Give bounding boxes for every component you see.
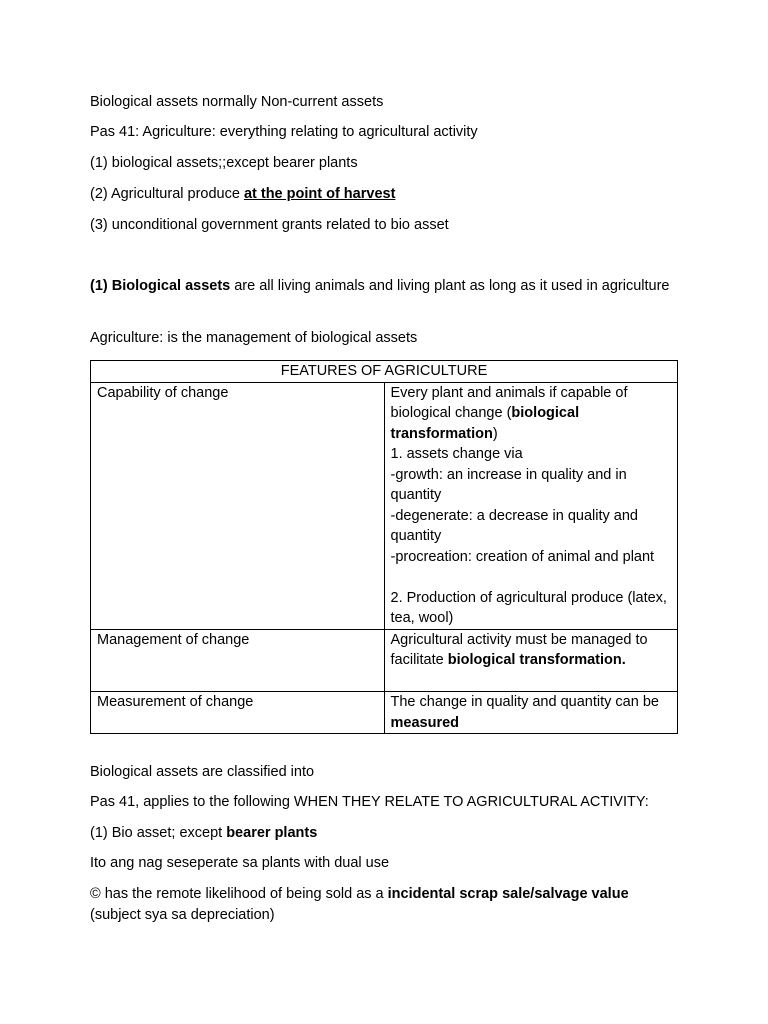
copyright-emphasis: incidental scrap sale/salvage value bbox=[387, 886, 629, 902]
row-label: Measurement of change bbox=[91, 692, 385, 734]
classified-text: Biological assets are classified into bbox=[90, 764, 315, 780]
capability-item-1: 1. assets change via bbox=[390, 446, 523, 462]
measurement-desc-text: The change in quality and quantity can be bbox=[390, 694, 659, 710]
agriculture-definition bbox=[90, 328, 680, 349]
intro-line-2 bbox=[90, 122, 680, 143]
copyright-tail: (subject sya sa depreciation) bbox=[90, 906, 275, 923]
capability-desc-close: ) bbox=[492, 425, 498, 442]
capability-desc-text: Every plant and animals if capable of biological change ( bbox=[390, 384, 628, 421]
definition-term: (1) Biological assets bbox=[90, 278, 231, 294]
intro-line-1 bbox=[90, 92, 680, 113]
ito-text: Ito ang nag seseperate sa plants with dual use bbox=[90, 855, 390, 871]
classified-line bbox=[90, 762, 680, 783]
management-desc-emphasis: biological transformation. bbox=[447, 652, 626, 668]
blank-line bbox=[391, 567, 672, 588]
bio-asset-text: (1) Bio asset; except bbox=[90, 825, 227, 841]
features-table bbox=[90, 360, 678, 734]
blank-line bbox=[391, 671, 672, 692]
agriculture-definition-text: Agriculture: is the management of biological assets bbox=[90, 330, 418, 346]
intro-line-2-text: Pas 41: Agriculture: everything relating to agricultural activity bbox=[90, 124, 478, 140]
copyright-paragraph bbox=[90, 884, 680, 925]
intro-line-4 bbox=[90, 184, 680, 205]
management-desc-text: Agricultural activity must be managed to facilitate bbox=[390, 631, 648, 668]
applies-text: Pas 41, applies to the following WHEN THEY RELATE TO AGRICULTURAL ACTIVITY: bbox=[90, 794, 649, 810]
intro-line-4-emphasis: at the point of harvest bbox=[243, 186, 396, 202]
row-description bbox=[384, 692, 678, 734]
intro-line-3-text: (1) biological assets;;except bearer plants bbox=[90, 155, 358, 171]
intro-line-1-text: Biological assets normally Non-current assets bbox=[90, 94, 384, 110]
intro-line-5 bbox=[90, 215, 680, 236]
capability-growth: -growth: an increase in quality and in quantity bbox=[390, 466, 627, 503]
row-description bbox=[384, 629, 678, 692]
copyright-text: © has the remote likelihood of being sold as a bbox=[90, 886, 388, 902]
bio-asset-line bbox=[90, 823, 680, 844]
definition-text: are all living animals and living plant as long as it used in agriculture bbox=[230, 278, 670, 294]
intro-line-4-text: (2) Agricultural produce bbox=[90, 186, 244, 202]
capability-item-2: 2. Production of agricultural produce (latex, tea, wool) bbox=[390, 589, 667, 626]
table-row bbox=[91, 629, 678, 692]
capability-desc-emphasis: biological transformation bbox=[390, 405, 580, 442]
measurement-desc-emphasis: measured bbox=[390, 714, 460, 731]
definition-paragraph bbox=[90, 276, 680, 297]
table-row bbox=[91, 692, 678, 734]
applies-line bbox=[90, 792, 680, 813]
bio-asset-emphasis: bearer plants bbox=[226, 825, 318, 841]
features-table-header: FEATURES OF AGRICULTURE bbox=[91, 361, 678, 383]
row-label: Management of change bbox=[91, 629, 385, 692]
intro-line-3 bbox=[90, 153, 680, 174]
capability-procreation: -procreation: creation of animal and plant bbox=[390, 548, 655, 565]
row-description bbox=[384, 382, 678, 629]
table-row bbox=[91, 382, 678, 629]
intro-line-5-text: (3) unconditional government grants related to bio asset bbox=[90, 217, 449, 233]
ito-line bbox=[90, 853, 680, 874]
capability-description bbox=[391, 383, 672, 445]
capability-degenerate: -degenerate: a decrease in quality and quantity bbox=[390, 507, 638, 544]
row-label: Capability of change bbox=[91, 382, 385, 629]
